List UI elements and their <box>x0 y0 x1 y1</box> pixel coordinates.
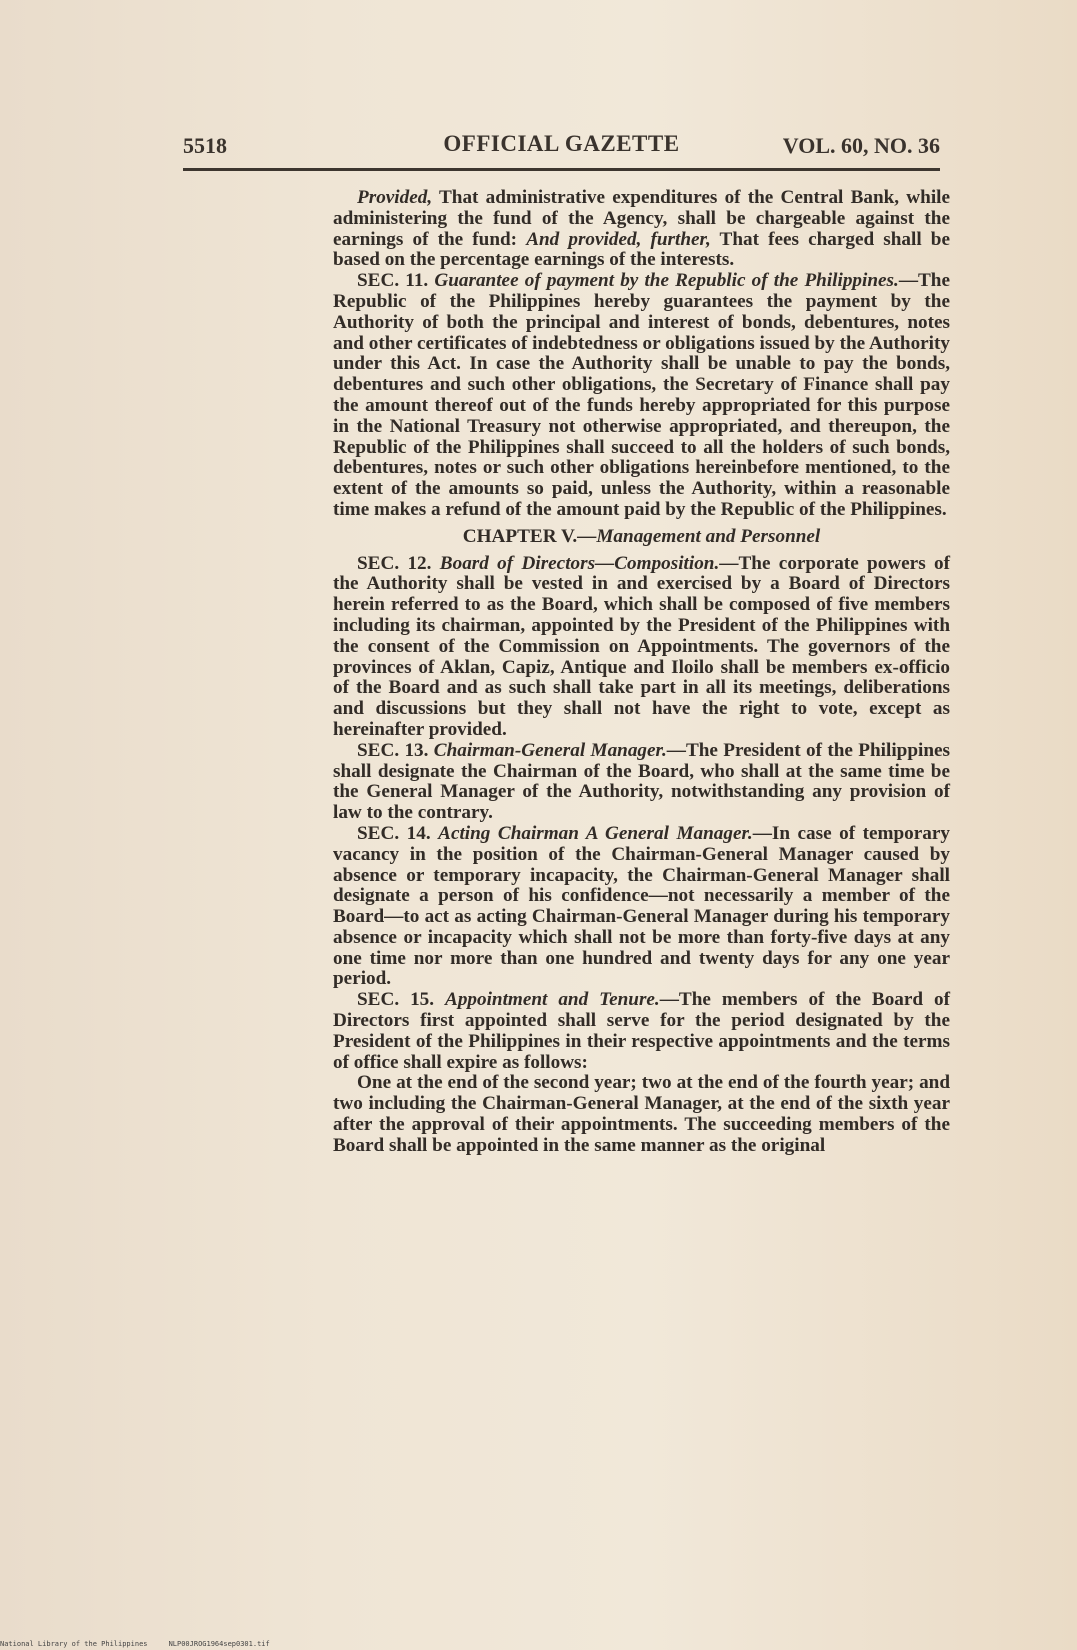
gazette-title: OFFICIAL GAZETTE <box>443 131 680 156</box>
section-label: SEC. 12. <box>357 552 440 574</box>
section-label: SEC. 11. <box>357 270 435 292</box>
section-label: SEC. 15. <box>357 989 446 1011</box>
section-14 <box>333 824 950 990</box>
provided-text-end: That fees charged shall be based on the percentage earnings of the interests. <box>333 228 950 271</box>
chapter-heading <box>333 527 950 548</box>
header-rule <box>183 168 940 171</box>
chapter-label: CHAPTER V. <box>462 525 578 547</box>
paragraph-terms: One at the end of the second year; two at the end of the fourth year; and two including the Chairman-General Manager, at the end of the sixth year after the approval of their appointments. The succeeding members of the Board shall be appointed in the same manner as the original <box>333 1072 950 1156</box>
section-label: SEC. 14. <box>357 822 439 844</box>
page-number: 5518 <box>183 133 227 158</box>
paragraph-provided <box>333 188 950 271</box>
and-provided-italic: And provided, further, <box>526 228 711 250</box>
section-heading: Chairman-General Manager. <box>433 739 667 761</box>
section-heading: Acting Chairman A General Manager. <box>438 822 753 844</box>
page-header <box>183 129 940 161</box>
section-heading: Board of Directors—Composition. <box>439 552 720 574</box>
provided-text: That administrative expenditures of the Central Bank, while administering the fund of the Agency, shall be chargeable against the earnings of the fund: <box>333 187 950 250</box>
chapter-title: —Management and Personnel <box>577 525 821 547</box>
section-12 <box>333 554 950 741</box>
section-11 <box>333 271 950 521</box>
scan-footer: National Library of the Philippines NLP00JROG1964sep0301.tif <box>0 1640 270 1648</box>
section-text: —The Republic of the Philippines hereby guarantees the payment by the Authority of both the principal and interest of bonds, debentures, notes and other certificates of indebtedness or obligations issued by the Authority under this Act. In case the Authority shall be unable to pay the bonds, debentures and such other obligations, the Secretary of Finance shall pay the amount thereof out of the funds hereby appropriated for this purpose in the National Treasury not otherwise appropriated, and thereupon, the Republic of the Philippines shall succeed to all the holders of such bonds, debentures, notes or such other obligations hereinbefore mentioned, to the extent of the amounts so paid, unless the Authority, within a reasonable time makes a refund of the amount paid by the Republic of the Philippines. <box>333 270 950 520</box>
section-text: —The President of the Philippines shall designate the Chairman of the Board, who shall at the same time be the General Manager of the Authority, notwithstanding any provision of law to the contrary. <box>333 739 950 824</box>
section-heading: Appointment and Tenure. <box>445 989 660 1011</box>
section-text: —The members of the Board of Directors first appointed shall serve for the period designated by the President of the Philippines in their respective appointments and the terms of office shall expire as follows: <box>333 989 951 1073</box>
section-text: —The corporate powers of the Authority shall be vested in and exercised by a Board of Directors herein referred to as the Board, which shall be composed of five members including its chairman, appointed by the President of the Philippines with the consent of the Commission on Appointments. The governors of the provinces of Aklan, Capiz, Antique and Iloilo shall be members ex-officio of the Board and as such shall take part in all its meetings, deliberations and discussions but they shall not have the right to vote, except as hereinafter provided. <box>333 552 950 740</box>
section-label: SEC. 13. <box>357 739 434 761</box>
section-heading: Guarantee of payment by the Republic of the Philippines. <box>434 270 899 292</box>
document-body <box>333 188 950 1157</box>
provided-italic: Provided, <box>357 187 433 208</box>
section-15 <box>333 990 950 1073</box>
section-text: —In case of temporary vacancy in the position of the Chairman-General Manager caused by absence or temporary incapacity, the Chairman-General Manager shall designate a person of his confidence—not necessarily a member of the Board—to act as acting Chairman-General Manager during his temporary absence or incapacity which shall not be more than forty-five days at any one time nor more than one hundred and twenty days for any one year period. <box>333 822 950 990</box>
section-13 <box>333 741 950 824</box>
volume-number: VOL. 60, NO. 36 <box>782 133 940 158</box>
